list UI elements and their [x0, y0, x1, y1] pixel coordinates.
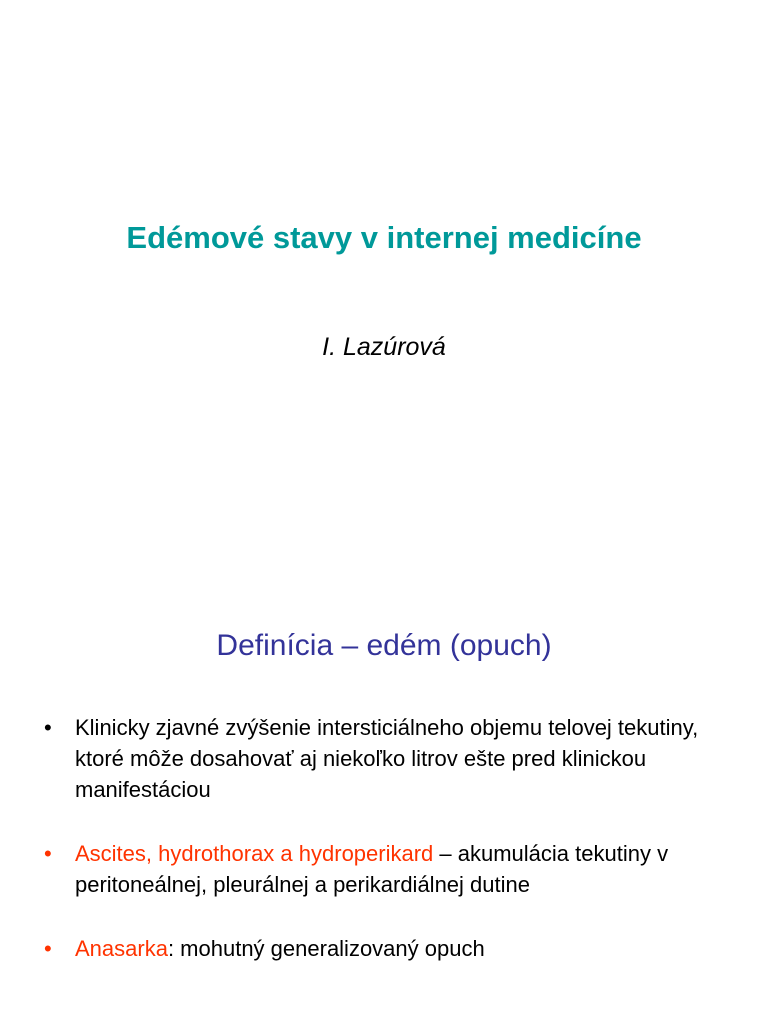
bullet-icon: • [44, 936, 52, 961]
bullet-icon: • [44, 841, 52, 866]
presentation-title: Edémové stavy v internej medicíne [126, 220, 642, 255]
slide-heading: Definícia – edém (opuch) [216, 629, 552, 662]
bullet-highlight: Anasarka [75, 936, 168, 961]
bullet-icon: • [44, 715, 52, 740]
bullet-text: : mohutný generalizovaný opuch [167, 936, 485, 961]
author-name: I. Lazúrová [322, 333, 446, 361]
bullet-item-anasarka [44, 933, 744, 964]
bullet-text: Klinicky zjavné zvýšenie intersticiálneho objemu telovej tekutiny, ktoré môže dosahovať aj niekoľko litrov ešte pred klinickou manifestáciou [75, 715, 699, 802]
bullet-text: – akumulácia tekutiny v peritoneálnej, pleurálnej a perikardiálnej dutine [75, 841, 669, 897]
slide-definition [0, 512, 768, 1024]
bullet-item-definition [44, 712, 744, 805]
bullet-item-ascites [44, 838, 744, 900]
bullet-highlight: Ascites, hydrothorax a hydroperikard [75, 841, 434, 866]
bullet-list [44, 712, 744, 997]
